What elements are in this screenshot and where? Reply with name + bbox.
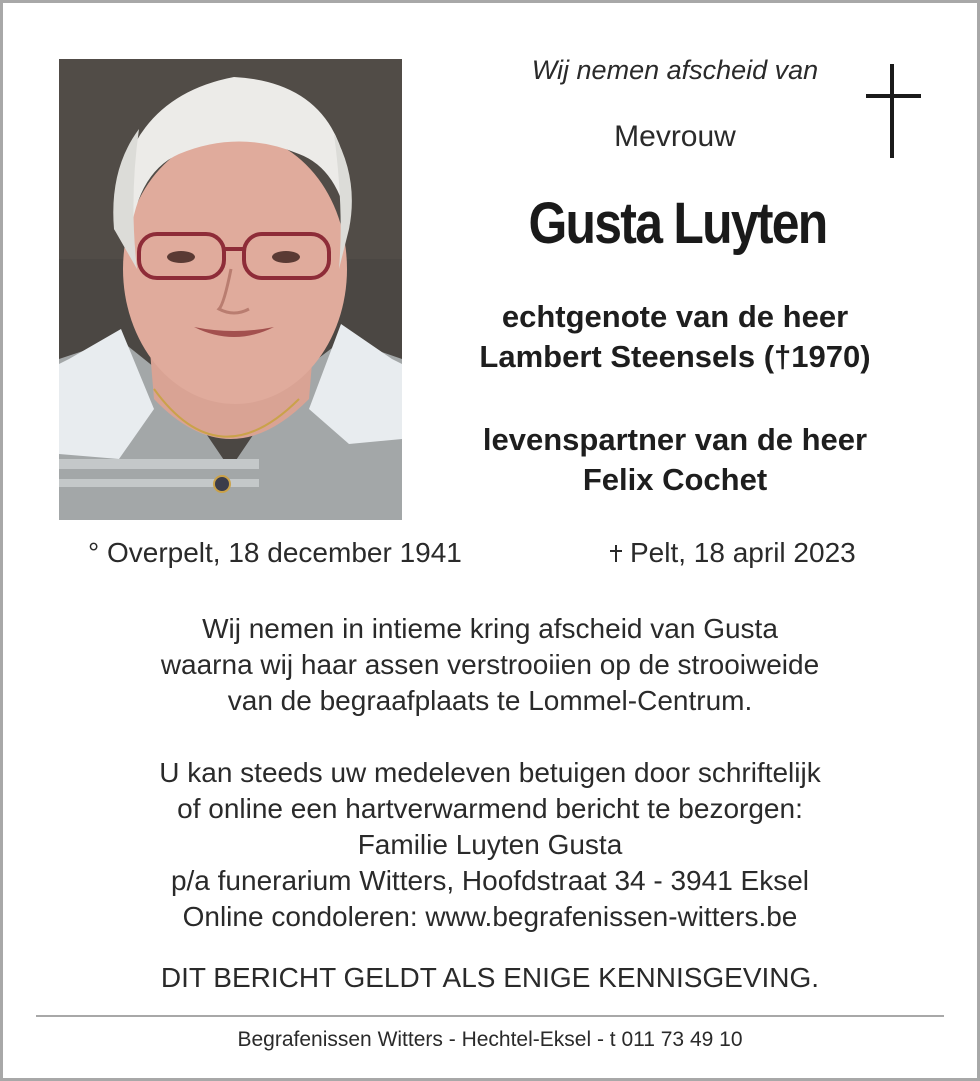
relation-partner-line-2: Felix Cochet: [582, 462, 768, 497]
deceased-name: Gusta Luyten: [528, 191, 827, 256]
footer-text: Begrafenissen Witters - Hechtel-Eksel - t 011 73 49 10: [237, 1028, 743, 1051]
condolence-line-2: of online een hartverwarmend bericht te bezorgen:: [177, 793, 803, 824]
intro-text: Wij nemen afscheid van: [531, 55, 819, 85]
birth-info: ° Overpelt, 18 december 1941: [88, 537, 462, 568]
closing-notice: DIT BERICHT GELDT ALS ENIGE KENNISGEVING.: [160, 962, 820, 993]
condolence-paragraph: [60, 755, 920, 935]
condolence-line-1: U kan steeds uw medeleven betuigen door schriftelijk: [159, 757, 821, 788]
relation-partner: [430, 420, 920, 500]
relation-spouse-line-2: Lambert Steensels (†1970): [479, 339, 871, 374]
latin-cross-icon-bar: [866, 94, 921, 98]
condolence-address: p/a funerarium Witters, Hoofdstraat 34 - 3941 Eksel: [170, 865, 810, 896]
ceremony-line-1: Wij nemen in intieme kring afscheid van Gusta: [202, 613, 778, 644]
dagger-icon: [610, 543, 622, 563]
death-text: Pelt, 18 april 2023: [630, 537, 856, 568]
condolence-line-3: Familie Luyten Gusta: [357, 829, 623, 860]
relation-spouse: [430, 297, 920, 377]
death-info: [610, 537, 856, 569]
portrait-photo: [59, 59, 402, 520]
ceremony-line-2: waarna wij haar assen verstrooiien op de strooiweide: [160, 649, 820, 680]
ceremony-paragraph: [60, 611, 920, 719]
relation-spouse-line-1: echtgenote van de heer: [501, 299, 849, 334]
relation-partner-line-1: levenspartner van de heer: [482, 422, 868, 457]
condolence-website[interactable]: Online condoleren: www.begrafenissen-witters.be: [182, 901, 798, 932]
divider: [36, 1015, 944, 1017]
ceremony-line-3: van de begraafplaats te Lommel-Centrum.: [227, 685, 753, 716]
title-prefix: Mevrouw: [614, 120, 736, 153]
